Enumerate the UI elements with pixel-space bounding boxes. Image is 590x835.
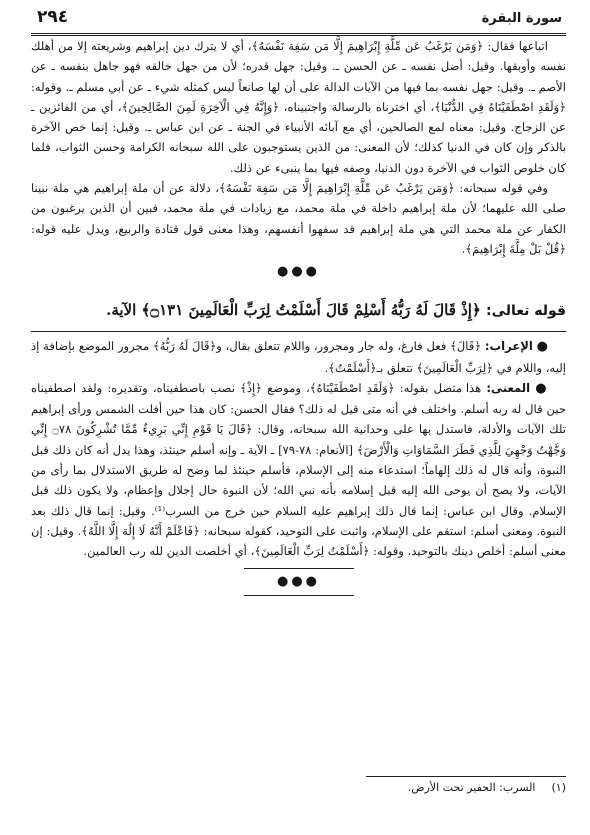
- paragraph-tafsir-2: وفي قوله سبحانه: ﴿وَمَن يَرْغَبُ عَن مِّلَّةِ إِبْرَاهِيمَ إِلَّا مَن سَفِهَ نَفْسَهُ﴾، دلالة عن أن ملة إبراهيم هي ملة نبينا صلى الله عليهما؛ لأن ملة إبراهيم داخلة في ملة محمد، مع زيادات في ملة محمد، فبين أن الذين يرغبون من الكفار عن ملة محمد التي هي ملة إبراهيم قد سفهوا أنفسهم، وهذا معنى قول قتادة والربيع، ويدل عليه قوله: ﴿قُلْ بَلْ مِلَّةَ إِبْرَاهِيمَ﴾.: [31, 181, 566, 256]
- footnote-text: السرب: الحفير تحت الأرض.: [407, 781, 536, 794]
- footnote-divider: [366, 776, 566, 777]
- section-separator: ●●●: [276, 264, 321, 280]
- maana-text: هذا متصل بقوله: ﴿وَلَقَدِ اصْطَفَيْنَاهُ﴾، وموضع ﴿إِذْ﴾ نصب باصطفيناه، وتقديره: ولقد اصطفيناه حين قال له ربه أسلم. واختلف في أنه متى قيل له ذلك؟ فقال الحسن: كان هذا حين أفلت الشمس ورأى إبراهيم تلك الآيات والأدلة، فاستدل بها على وحدانية الله سبحانه، وقال: ﴿قَالَ يَا قَوْمِ إِنِّي بَرِيءٌ مِّمَّا تُشْرِكُونَ ۝٧٨ إِنِّي وَجَّهْتُ وَجْهِيَ لِلَّذِي فَطَرَ السَّمَاوَاتِ وَالْأَرْضَ﴾ [الأنعام: ٧٨-٧٩] ـ الآية ـ وإنه أسلم حينئذ، وهذا يدل أنه كان ذلك قبل النبوة، وأنه قال له ذلك إلهاماً؛ استدعاء منه إلى الإسلام، فأسلم حينئذ لما وضح له طريق الاستدلال بما رأى من الآيات، ولا يصح أن يوحى الله إليه قبل إسلامه بأنه نبي الله؛ لأن النبوة حال إجلال وإعظام، ولا يكون ذلك قبل الإسلام. وقال ابن عباس: إنما قال ذلك إبراهيم عليه السلام حين خرج من السرب⁽¹⁾. وقيل: إنما قال ذلك بعد النبوة. ومعنى أسلم: استقم على الإسلام، واثبت على التوحيد، كقوله سبحانه: ﴿فَاعْلَمْ أَنَّهُ لَا إِلَٰهَ إِلَّا اللَّهُ﴾. وقيل: إن معنى أسلم: أخلص دينك بالتوحيد. وقوله: ﴿أَسْلَمْتُ لِرَبِّ الْعَالَمِينَ﴾، أي أخلصت الدين لله رب العالمين.: [31, 380, 567, 559]
- footnote-marker: (١): [551, 781, 566, 794]
- bullet-icon: ●: [535, 380, 549, 396]
- ayah-heading: [31, 291, 566, 332]
- irab-term: الإعراب:: [484, 339, 533, 354]
- maana-paragraph: [31, 378, 566, 562]
- ayah-heading-label: قوله تعالى:: [485, 303, 566, 320]
- ayah-suffix: الآية.: [106, 301, 137, 320]
- page-number: ٢٩٤: [37, 7, 69, 27]
- footnote: [31, 781, 566, 794]
- surah-title: سورة البقرة: [481, 11, 562, 26]
- paragraph-tafsir-1: اتباعها فقال: ﴿وَمَن يَرْغَبُ عَن مِّلَّةِ إِبْرَاهِيمَ إِلَّا مَن سَفِهَ نَفْسَهُ﴾، أي لا يترك دين إبراهيم وشريعته إلا من أهلك نفسه وأوبقها. وقيل: أضل نفسه ـ عن الحسن ـ. وقيل: جهل قدره؛ لأن من جهل خالقه فهو جاهل بنفسه ـ عن الأصم ـ. وقيل: جهل نفسه بما فيها من الآيات الدالة على أن لها صانعاً ليس كمثله شيء ـ عن أبي مسلم ـ. وقوله: ﴿وَلَقَدِ اصْطَفَيْنَاهُ فِي الدُّنْيَا﴾، أي اخترناه بالرسالة واجتبيناه، ﴿وَإِنَّهُ فِي الْآخِرَةِ لَمِنَ الصَّالِحِينَ﴾، أي من الفائزين ـ عن الزجاج. وقيل: معناه لمع الصالحين، أي مع آبائه الأنبياء في الجنة ـ عن ابن عباس ـ. وقيل: إنما خص الآخرة بالذكر وإن كان في الدنيا كذلك؛ لأن المعنى: من الذين يستوجبون على الله سبحانه الكرامة وحسن الثواب، فلما كان خلوص الثواب في الآخرة دون الدنيا، وصفه فيها بما ينبىء عن ذلك.: [31, 39, 566, 175]
- bullet-icon: ●: [536, 339, 549, 355]
- page-body: [31, 36, 566, 596]
- page-header: [31, 5, 566, 36]
- ayah-verse: ﴿إِذْ قَالَ لَهُ رَبُّهُ أَسْلِمْ قَالَ أَسْلَمْتُ لِرَبِّ الْعَالَمِينَ ۝١٣١﴾: [141, 301, 481, 320]
- irab-text: ﴿قَالَ﴾ فعل فارغ، وله جار ومجرور، واللام تتعلق بقال، و﴿قَالَ لَهُ رَبُّهُ﴾ مجرور الموضع بإضافة إذ إليه، واللام في ﴿لِرَبِّ الْعَالَمِينَ﴾ تتعلق بـ﴿أَسْلَمْتُ﴾.: [31, 339, 566, 375]
- irab-paragraph: [31, 336, 566, 378]
- maana-term: المعنى:: [486, 380, 531, 395]
- section-end-separator: ●●●: [244, 568, 354, 596]
